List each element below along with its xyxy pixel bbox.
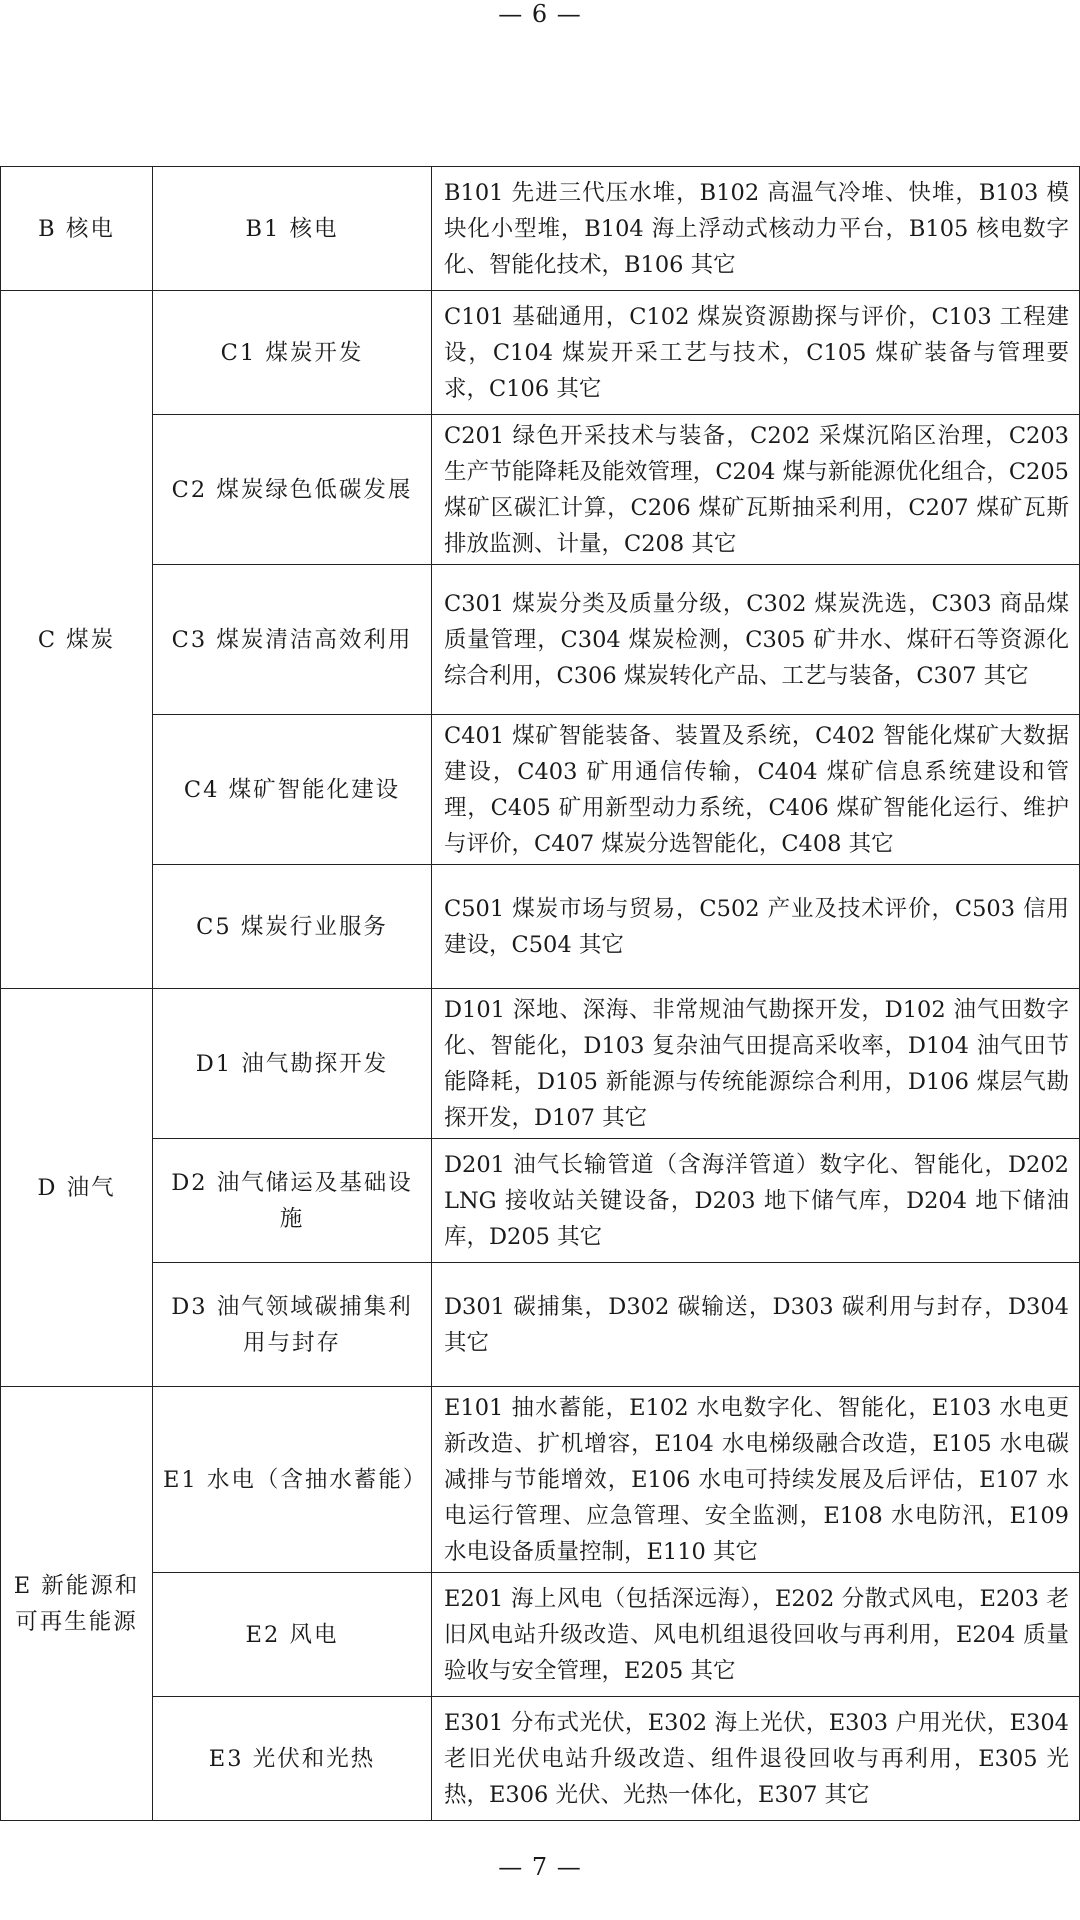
subcategory-cell: C2 煤炭绿色低碳发展 <box>153 415 432 565</box>
items-cell: C401 煤矿智能装备、装置及系统，C402 智能化煤矿大数据建设，C403 矿用通信传输，C404 煤矿信息系统建设和管理，C405 矿用新型动力系统，C406 煤矿智能化运行、维护与评价，C407 煤炭分选智能化，C408 其它 <box>432 715 1080 865</box>
items-cell: E101 抽水蓄能，E102 水电数字化、智能化，E103 水电更新改造、扩机增容，E104 水电梯级融合改造，E105 水电碳减排与节能增效，E106 水电可持续发展及后评估，E107 水电运行管理、应急管理、安全监测，E108 水电防汛，E109 水电设备质量控制，E110 其它 <box>432 1387 1080 1573</box>
items-cell: C101 基础通用，C102 煤炭资源勘探与评价，C103 工程建设，C104 煤炭开采工艺与技术，C105 煤矿装备与管理要求，C106 其它 <box>432 291 1080 415</box>
page-number-top: — 6 — <box>498 0 582 28</box>
items-cell: D201 油气长输管道（含海洋管道）数字化、智能化，D202 LNG 接收站关键设备，D203 地下储气库，D204 地下储油库，D205 其它 <box>432 1139 1080 1263</box>
subcategory-cell: D2 油气储运及基础设施 <box>153 1139 432 1263</box>
subcategory-cell: B1 核电 <box>153 167 432 291</box>
category-cell: D 油气 <box>1 989 153 1387</box>
items-cell: C201 绿色开采技术与装备，C202 采煤沉陷区治理，C203 生产节能降耗及能效管理，C204 煤与新能源优化组合，C205 煤矿区碳汇计算，C206 煤矿瓦斯抽采利用，C207 煤矿瓦斯排放监测、计量，C208 其它 <box>432 415 1080 565</box>
items-cell: B101 先进三代压水堆，B102 高温气冷堆、快堆，B103 模块化小型堆，B104 海上浮动式核动力平台，B105 核电数字化、智能化技术，B106 其它 <box>432 167 1080 291</box>
subcategory-cell: C1 煤炭开发 <box>153 291 432 415</box>
subcategory-cell: D3 油气领域碳捕集利用与封存 <box>153 1263 432 1387</box>
table-row <box>1 1697 1080 1821</box>
subcategory-cell: C4 煤矿智能化建设 <box>153 715 432 865</box>
table-row <box>1 1573 1080 1697</box>
table-row <box>1 415 1080 565</box>
subcategory-cell: E3 光伏和光热 <box>153 1697 432 1821</box>
subcategory-cell: E2 风电 <box>153 1573 432 1697</box>
items-cell: C501 煤炭市场与贸易，C502 产业及技术评价，C503 信用建设，C504 其它 <box>432 865 1080 989</box>
table-row <box>1 1263 1080 1387</box>
table-row <box>1 715 1080 865</box>
classification-table <box>0 166 1080 1821</box>
table-row <box>1 1139 1080 1263</box>
page-number-bottom: — 7 — <box>498 1853 582 1881</box>
table-row <box>1 865 1080 989</box>
table-row <box>1 1387 1080 1573</box>
items-cell: D101 深地、深海、非常规油气勘探开发，D102 油气田数字化、智能化，D103 复杂油气田提高采收率，D104 油气田节能降耗，D105 新能源与传统能源综合利用，D106 煤层气勘探开发，D107 其它 <box>432 989 1080 1139</box>
items-cell: D301 碳捕集，D302 碳输送，D303 碳利用与封存，D304 其它 <box>432 1263 1080 1387</box>
subcategory-cell: E1 水电（含抽水蓄能） <box>153 1387 432 1573</box>
category-cell: B 核电 <box>1 167 153 291</box>
category-cell: C 煤炭 <box>1 291 153 989</box>
subcategory-cell: C5 煤炭行业服务 <box>153 865 432 989</box>
table-row <box>1 565 1080 715</box>
category-cell: E 新能源和可再生能源 <box>1 1387 153 1821</box>
subcategory-cell: C3 煤炭清洁高效利用 <box>153 565 432 715</box>
table-row <box>1 291 1080 415</box>
table-row <box>1 989 1080 1139</box>
items-cell: E201 海上风电（包括深远海），E202 分散式风电，E203 老旧风电站升级改造、风电机组退役回收与再利用，E204 质量验收与安全管理，E205 其它 <box>432 1573 1080 1697</box>
table-row <box>1 167 1080 291</box>
table-body <box>1 167 1080 1821</box>
subcategory-cell: D1 油气勘探开发 <box>153 989 432 1139</box>
items-cell: E301 分布式光伏，E302 海上光伏，E303 户用光伏，E304 老旧光伏电站升级改造、组件退役回收与再利用，E305 光热，E306 光伏、光热一体化，E307 其它 <box>432 1697 1080 1821</box>
items-cell: C301 煤炭分类及质量分级，C302 煤炭洗选，C303 商品煤质量管理，C304 煤炭检测，C305 矿井水、煤矸石等资源化综合利用，C306 煤炭转化产品、工艺与装备，C307 其它 <box>432 565 1080 715</box>
